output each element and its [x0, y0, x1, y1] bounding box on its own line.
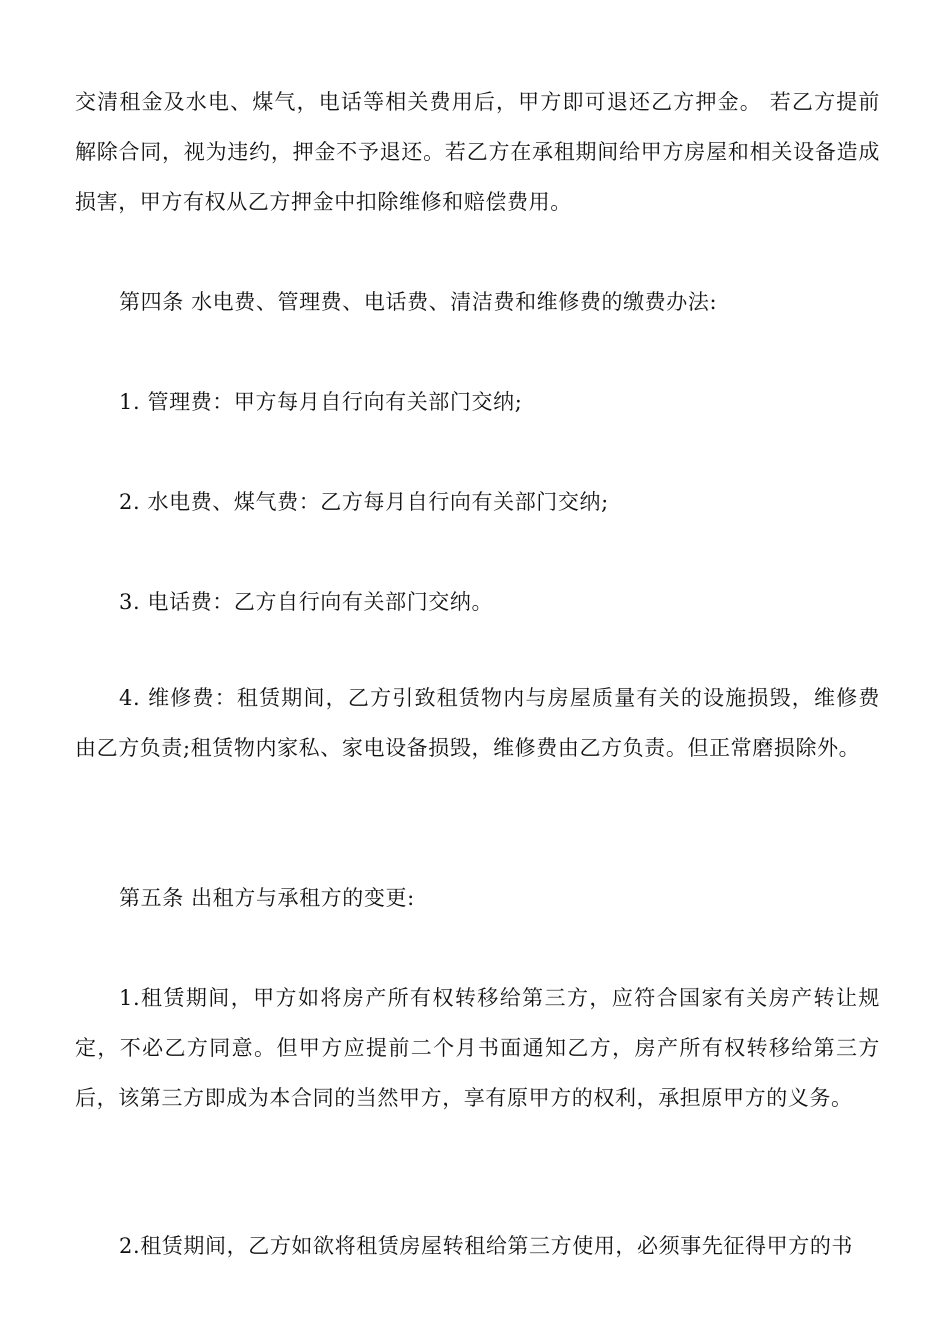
list-item-sublease: 2.租赁期间，乙方如欲将租赁房屋转租给第三方使用，必须事先征得甲方的书 — [119, 1234, 854, 1258]
heading-article-five: 第五条 出租方与承租方的变更: — [119, 886, 415, 910]
list-item-management-fee: 1. 管理费：甲方每月自行向有关部门交纳; — [119, 390, 523, 414]
list-item-repair-fee: 4. 维修费：租赁期间，乙方引致租赁物内与房屋质量有关的设施损毁，维修费由乙方负责;租赁物内家私、家电设备损毁，维修费由乙方负责。但正常磨损除外。 — [75, 686, 880, 760]
list-item-telephone-fee: 3. 电话费：乙方自行向有关部门交纳。 — [119, 590, 494, 614]
list-item-ownership-transfer: 1.租赁期间，甲方如将房产所有权转移给第三方，应符合国家有关房产转让规定，不必乙方同意。但甲方应提前二个月书面通知乙方，房产所有权转移给第三方后，该第三方即成为本合同的当然甲方，享有原甲方的权利，承担原甲方的义务。 — [75, 986, 880, 1110]
paragraph-deposit-refund: 交清租金及水电、煤气，电话等相关费用后，甲方即可退还乙方押金。 若乙方提前解除合同，视为违约，押金不予退还。若乙方在承租期间给甲方房屋和相关设备造成损害，甲方有权从乙方押金中扣除维修和赔偿费用。 — [75, 90, 880, 214]
heading-article-four: 第四条 水电费、管理费、电话费、清洁费和维修费的缴费办法: — [119, 290, 718, 314]
list-item-utilities-fee: 2. 水电费、煤气费：乙方每月自行向有关部门交纳; — [119, 490, 609, 514]
